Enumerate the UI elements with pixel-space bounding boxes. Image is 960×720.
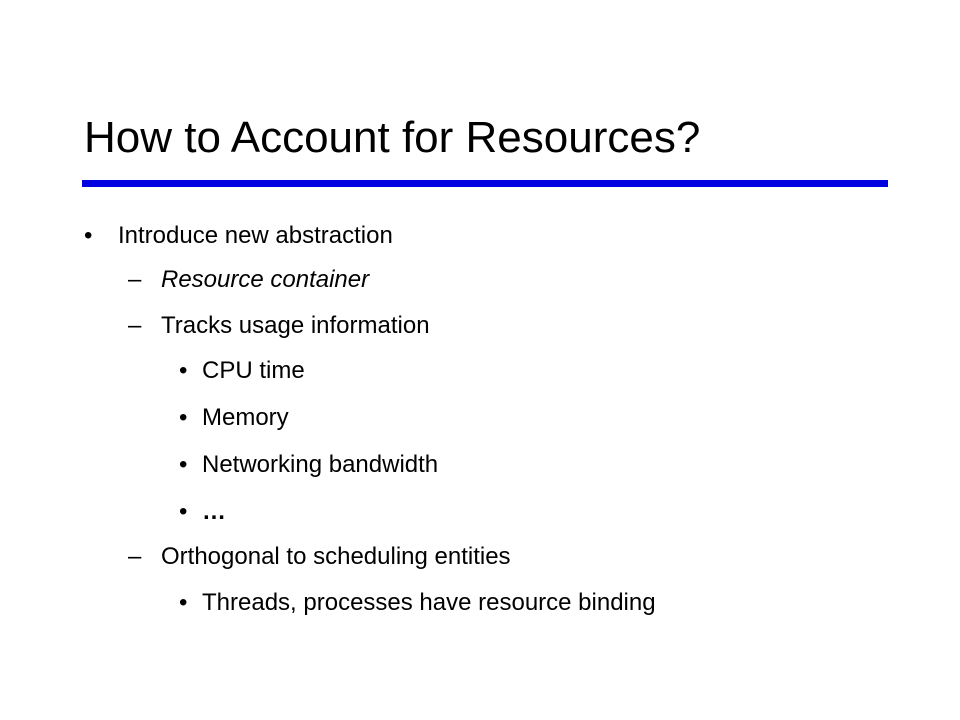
bullet-item <box>128 542 511 572</box>
slide-title: How to Account for Resources? <box>84 113 701 162</box>
bullet-marker: • <box>179 498 188 525</box>
bullet-marker: • <box>179 451 188 478</box>
bullet-item <box>179 403 289 433</box>
bullet-item <box>128 311 430 341</box>
bullet-text: CPU time <box>202 357 305 384</box>
bullet-marker: • <box>179 589 188 616</box>
bullet-text: … <box>202 498 226 525</box>
bullet-item <box>128 265 370 295</box>
bullet-text: Networking bandwidth <box>202 451 439 478</box>
bullet-marker: • <box>179 404 188 431</box>
bullet-text: Memory <box>202 404 289 431</box>
dash-marker: – <box>128 312 142 339</box>
bullet-text: Introduce new abstraction <box>118 222 393 249</box>
bullet-item <box>84 221 393 251</box>
bullet-item <box>179 497 226 527</box>
dash-marker: – <box>128 266 142 293</box>
bullet-text: Resource container <box>161 266 370 293</box>
bullet-marker: • <box>179 357 188 384</box>
bullet-item <box>179 356 305 386</box>
bullet-item <box>179 588 656 618</box>
bullet-text: Orthogonal to scheduling entities <box>161 543 511 570</box>
bullet-text: Tracks usage information <box>161 312 430 339</box>
bullet-text: Threads, processes have resource binding <box>202 589 656 616</box>
dash-marker: – <box>128 543 142 570</box>
bullet-item <box>179 450 439 480</box>
bullet-marker: • <box>84 222 93 249</box>
